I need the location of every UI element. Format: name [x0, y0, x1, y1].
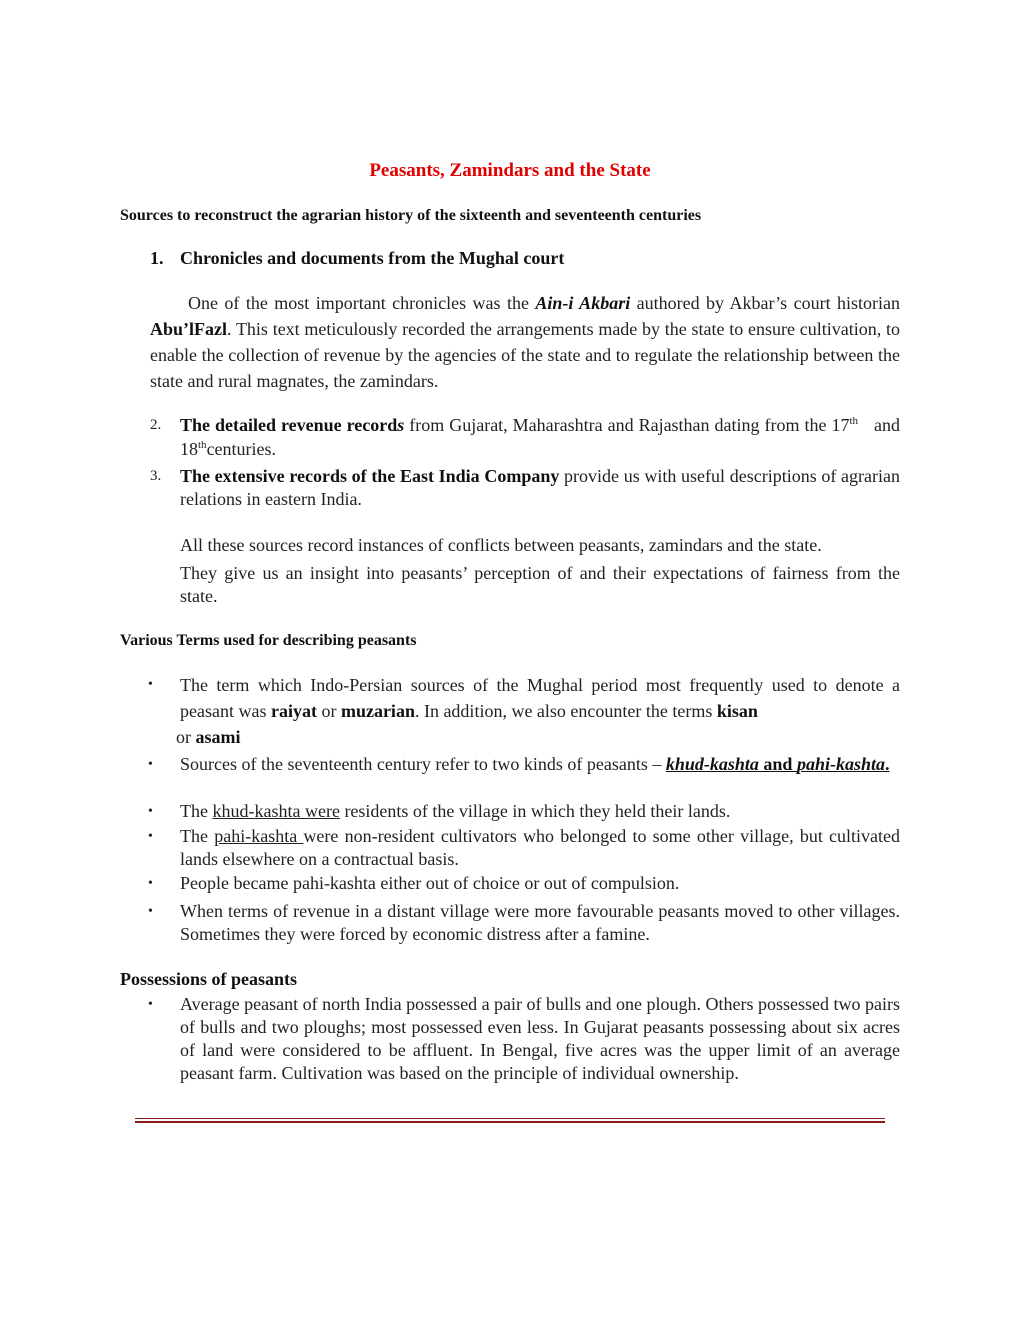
source-1-number: 1.	[150, 248, 164, 268]
possessions-text: Average peasant of north India possessed a pair of bulls and one plough. Others possessed two pairs of bulls and two ploughs; most possessed even less. In Gujarat peasants possessing about six acres of land were considered to be affluent. In Bengal, five acres was the upper limit of an average peasant farm. Cultivation was based on the principle of individual ownership.	[180, 994, 900, 1083]
p1-text-c: . This text meticulously recorded the arrangements made by the state to ensure cultivation, to enable the collection of revenue by the agencies of the state and to regulate the relationship between the state and rural magnates, the zamindars.	[150, 319, 900, 391]
source-1-heading	[150, 248, 564, 269]
footer-rule-thick	[135, 1121, 885, 1123]
term-khud-kashta: khud-kashta	[665, 754, 759, 774]
source-3-number: 3.	[150, 468, 162, 484]
bullet-icon: •	[148, 757, 153, 772]
term-pahi-kashta: pahi-kashta	[796, 754, 885, 774]
footer-rule-thin	[135, 1118, 885, 1119]
source-2-bold: The detailed revenue record	[180, 415, 398, 435]
ain-i-akbari-paragraph	[150, 290, 900, 394]
b1-or: or	[316, 701, 341, 721]
b4-rest: were non-resident cultivators who belonged to some other village, but cultivated lands elsewhere on a contractual basis.	[180, 826, 901, 869]
b2-dot: .	[884, 754, 890, 774]
abul-fazl-name: Abu’lFazl	[150, 319, 228, 339]
source-2-sup-2: th	[198, 439, 207, 451]
bullet-icon: •	[148, 677, 153, 692]
source-1-title: Chronicles and documents from the Mughal court	[180, 248, 565, 268]
bullet-icon: •	[148, 876, 153, 891]
source-2-item	[150, 413, 901, 461]
term-kisan: kisan	[716, 701, 758, 721]
b4-underlined: pahi-kashta	[214, 826, 304, 846]
b2-and: and	[758, 754, 797, 774]
b1-or-2: or	[176, 727, 196, 747]
p1-text-a: One of the most important chronicles was the	[188, 293, 536, 313]
terms-heading: Various Terms used for describing peasants	[120, 632, 417, 649]
b3-underlined: khud-kashta were	[212, 801, 340, 821]
page-title: Peasants, Zamindars and the State	[369, 160, 651, 181]
list-item-two-kinds	[148, 753, 900, 776]
they-give-paragraph: They give us an insight into peasants’ perception of and their expectations of fairness from the state.	[180, 563, 900, 606]
term-muzarian: muzarian	[340, 701, 415, 721]
b1-text-a: The term which Indo-Persian sources of the Mughal period most frequently used to denote a peasant was	[180, 675, 900, 721]
b2-text: Sources of the seventeenth century refer to two kinds of peasants –	[180, 754, 666, 774]
source-3-item	[150, 465, 900, 511]
bullet-icon: •	[148, 904, 153, 919]
source-3-text: provide us with useful descriptions of agrarian relations in eastern India.	[180, 466, 900, 509]
b3-rest: residents of the village in which they held their lands.	[339, 801, 731, 821]
b3-the: The	[180, 801, 213, 821]
list-item-migration	[148, 900, 900, 946]
source-2-text-b: and 18	[180, 415, 901, 459]
b1-text-b: . In addition, we also encounter the terms	[414, 701, 717, 721]
source-2-text-c: centuries.	[206, 439, 277, 459]
source-2-bold-s: s	[397, 415, 405, 435]
p1-text-b: authored by Akbar’s court historian	[630, 293, 900, 313]
term-asami: asami	[195, 727, 241, 747]
possessions-heading: Possessions of peasants	[120, 969, 298, 989]
term-raiyat: raiyat	[270, 701, 317, 721]
b5-text: People became pahi-kashta either out of choice or out of compulsion.	[180, 873, 680, 893]
list-item-pahi-kashta	[148, 825, 901, 871]
list-item-choice	[148, 872, 900, 895]
all-sources-line: All these sources record instances of conflicts between peasants, zamindars and the state.	[180, 535, 822, 555]
bullet-icon: •	[148, 829, 153, 844]
bullet-icon: •	[148, 997, 153, 1012]
list-item-raiyat	[148, 672, 900, 750]
list-item-khud-kashta	[148, 800, 900, 823]
b6-text: When terms of revenue in a distant village were more favourable peasants moved to other villages. Sometimes they were forced by economic distress after a famine.	[180, 901, 900, 944]
list-item-possessions	[148, 993, 900, 1085]
source-2-text-a: from Gujarat, Maharashtra and Rajasthan dating from the 17	[404, 415, 850, 435]
ain-i-akbari-term: Ain-i Akbari	[535, 293, 631, 313]
source-3-bold: The extensive records of the East India Company	[180, 466, 560, 486]
source-2-number: 2.	[150, 417, 162, 433]
b4-the: The	[180, 826, 215, 846]
bullet-icon: •	[148, 804, 153, 819]
source-2-sup-1: th	[849, 415, 859, 427]
sources-subheading: Sources to reconstruct the agrarian history of the sixteenth and seventeenth centuries	[120, 207, 702, 224]
